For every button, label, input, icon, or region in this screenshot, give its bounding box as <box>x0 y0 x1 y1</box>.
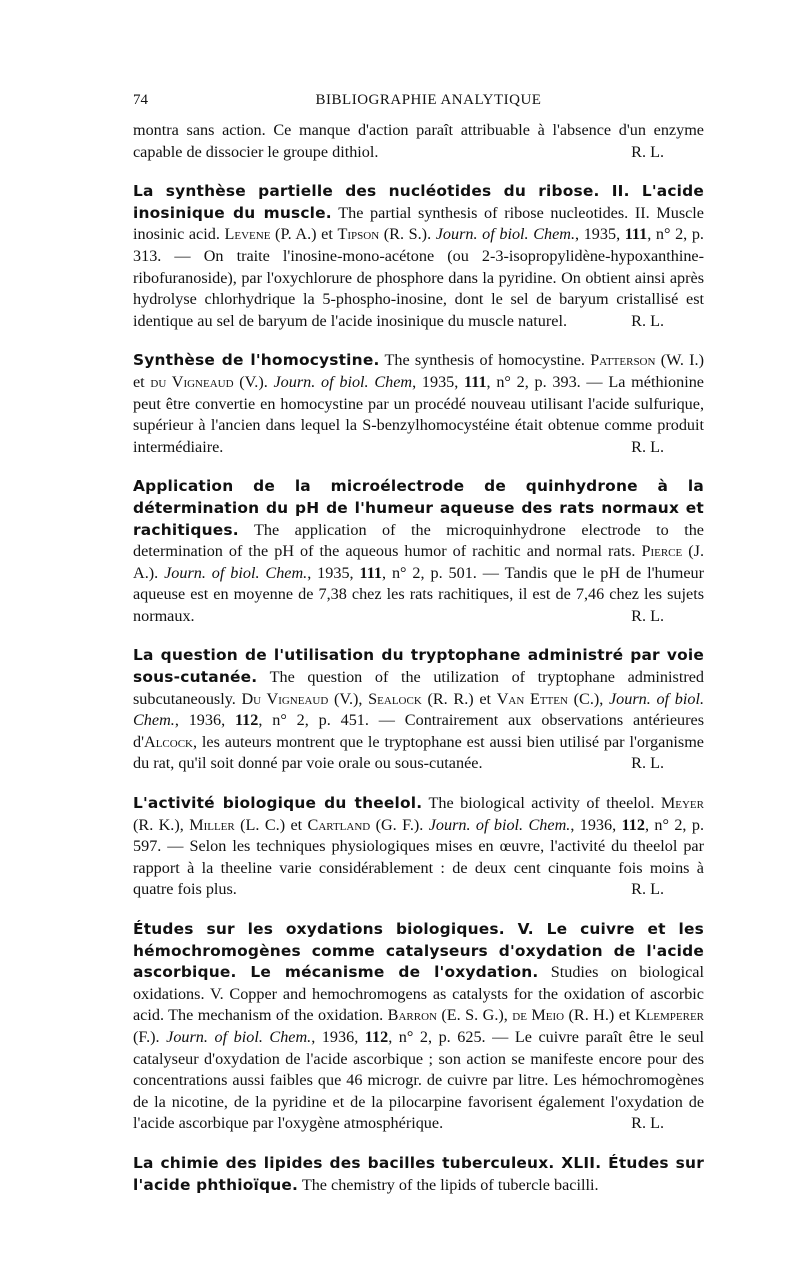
abstract-entry <box>133 645 704 775</box>
citation-volume: 111 <box>359 563 383 582</box>
abstract-body: Contrairement aux observations antérieures d' <box>133 711 705 751</box>
citation-year: , 1936, <box>311 1027 365 1046</box>
entry-title: La synthèse partielle des nucléotides du ribose. II. L'acide inosinique du muscle. <box>133 182 704 222</box>
citation-issue: , n° 2, p. 313. — <box>133 225 704 265</box>
citation-year: , 1936, <box>570 815 622 834</box>
citation-issue: , n° 2, p. 625. — <box>388 1027 515 1046</box>
author-initials: (F.). <box>133 1027 167 1046</box>
author-name: Cartland <box>307 815 371 834</box>
journal-name: Journ. of biol. Chem. <box>428 815 571 834</box>
entry-title: La question de l'utilisation du tryptophane administré par voie sous-cutanée. <box>133 646 704 687</box>
english-title: The synthesis of homocystine. <box>379 351 591 370</box>
author-name: Barron <box>387 1006 437 1025</box>
journal-name: Journ. of biol. Chem <box>273 372 413 391</box>
author-name: Van Etten <box>496 689 568 708</box>
abstract-entry <box>133 793 704 901</box>
english-title: The biological activity of theelol. <box>422 794 661 813</box>
author-initials: (C.), <box>567 689 609 708</box>
author-name: Du Vigneaud <box>241 689 329 708</box>
abstract-body: Selon les techniques physiologiques mises en œuvre, l'activité du theelol par rapport à la theeline varie considérablement : de deux cent cinquante fois moins à quatre fois plus. <box>133 837 705 899</box>
abstract-entry <box>133 181 704 332</box>
author-initials: (P. A.) et <box>270 225 338 244</box>
abstract-signature: R. L. <box>631 880 664 899</box>
cited-author: Alcock <box>144 732 193 751</box>
abstract-body: La méthionine peut être convertie en homocystine par un procédé nouveau utilisant l'acide sulfurique, supérieur à l'ancien dans lequel la S-benzylhomocystéine était obtenue comme produit intermédiaire. <box>133 372 704 456</box>
author-initials: (E. S. G.), <box>436 1006 513 1025</box>
english-title: The question of the utilization of tryptophane administred subcutaneously. <box>133 668 704 708</box>
abstract-entry <box>133 476 704 627</box>
author-initials: (W. I.) et <box>133 351 704 391</box>
abstract-signature: R. L. <box>631 606 664 625</box>
abstract-body: On traite l'inosine-mono-acétone (ou 2-3-isopropylidène-hypoxanthine-ribofuranoside), par l'oxychlorure de phosphore dans la pyridine. On obtient ainsi après hydrolyse chlorhydrique la 5-phospho-inosine, dont le sel de baryum cristallisé est identique au sel de baryum de l'acide inosinique du muscle naturel. <box>133 246 704 330</box>
abstract-body: Tandis que le pH de l'humeur aqueuse est en moyenne de 7,38 chez les rats rachitiques, il est de 7,46 chez les sujets normaux. <box>133 563 704 625</box>
author-name: Miller <box>189 815 235 834</box>
journal-name: Journ. of biol. Chem. <box>166 1027 312 1046</box>
author-initials: (J. A.). <box>133 542 704 582</box>
abstract-signature: R. L. <box>631 754 664 773</box>
abstract-signature: R. L. <box>631 1114 664 1133</box>
abstract-body: Le cuivre paraît être le seul catalyseur d'oxydation de l'acide ascorbique ; son action se manifeste encore pour des concentrations aussi faibles que 46 microgr. de cuivre par litre. Les hémochromogènes de la nicotine, de la pyridine et de la pilocarpine favorisent également l'oxydation de l'acide ascorbique par l'oxygène atmosphérique. <box>133 1027 704 1133</box>
author-name: Meyer <box>660 794 704 813</box>
citation-issue: , n° 2, p. 501. — <box>382 563 505 582</box>
journal-name: Journ. of biol. Chem. <box>164 563 308 582</box>
citation-year: , 1935, <box>575 225 625 244</box>
author-name: Patterson <box>590 351 656 370</box>
english-title: The application of the microquinhydrone electrode to the determination of the pH of the aqueous humor of rachitic and normal rats. <box>133 520 704 561</box>
author-name: Klemperer <box>634 1006 704 1025</box>
entry-title: Application de la microélectrode de quinhydrone à la détermination du pH de l'humeur aqueuse des rats normaux et rachitiques. <box>133 477 704 539</box>
journal-name: Journ. of biol. Chem. <box>435 225 576 244</box>
author-name: Sealock <box>368 689 422 708</box>
citation-volume: 112 <box>234 711 259 730</box>
journal-name: Journ. of biol. Chem. <box>133 689 705 730</box>
abstract-body: montra sans action. Ce manque d'action paraît attribuable à l'absence d'un enzyme capable de dissocier le groupe dithiol. <box>133 121 704 161</box>
abstract-signature: R. L. <box>631 437 664 456</box>
citation-volume: 112 <box>621 815 645 834</box>
citation-volume: 112 <box>364 1027 389 1046</box>
english-title: The partial synthesis of ribose nucleotides. II. Muscle inosinic acid. <box>133 203 704 244</box>
author-initials: (V.), <box>328 689 369 708</box>
citation-year: , 1935, <box>307 563 360 582</box>
citation-issue: , n° 2, p. 451. — <box>258 711 405 730</box>
author-name: Pierce <box>641 542 683 561</box>
abstract-entry <box>133 1153 704 1196</box>
abstract-continuation <box>133 120 704 163</box>
abstract-signature: R. L. <box>631 142 664 161</box>
citation-year: , 1935, <box>412 372 465 391</box>
author-initials: (G. F.). <box>370 815 429 834</box>
entry-title: L'activité biologique du theelol. <box>133 794 423 813</box>
citation-issue: , n° 2, p. 393. — <box>486 372 609 391</box>
running-header <box>133 92 704 114</box>
author-name: Tipson <box>337 225 380 244</box>
entry-title: Études sur les oxydations biologiques. V. Le cuivre et les hémochromogènes comme catalyseurs d'oxydation de l'acide ascorbique. Le mécanisme de l'oxydation. <box>133 920 704 982</box>
entry-title: Synthèse de l'homocystine. <box>133 351 380 370</box>
author-initials: (V.). <box>233 372 274 391</box>
english-title: Studies on biological oxidations. V. Copper and hemochromogens as catalysts for the oxidation of ascorbic acid. The mechanism of the oxidation. <box>133 963 704 1025</box>
abstract-entry <box>133 919 704 1135</box>
author-initials: (R. K.), <box>133 815 190 834</box>
entry-title: La chimie des lipides des bacilles tuberculeux. XLII. Études sur l'acide phthioïque. <box>133 1153 704 1194</box>
abstract-entry <box>133 350 704 458</box>
running-title: BIBLIOGRAPHIE ANALYTIQUE <box>315 92 542 108</box>
citation-issue: , n° 2, p. 597. — <box>133 815 705 856</box>
author-name: du Vigneaud <box>150 372 234 391</box>
author-initials: (R. R.) et <box>421 689 497 708</box>
author-initials: (R. H.) et <box>564 1006 635 1025</box>
author-name: de Meio <box>512 1006 565 1025</box>
english-title: The chemistry of the lipids of tubercle bacilli. <box>298 1175 599 1194</box>
author-initials: (L. C.) et <box>234 815 308 834</box>
citation-volume: 111 <box>624 225 648 244</box>
author-initials: (R. S.). <box>379 225 436 244</box>
citation-volume: 111 <box>464 372 487 391</box>
page-number: 74 <box>133 92 148 108</box>
abstract-signature: R. L. <box>631 311 664 330</box>
citation-year: , 1936, <box>174 711 235 730</box>
author-name: Levene <box>224 225 271 244</box>
abstract-body: , les auteurs montrent que le tryptophane est aussi bien utilisé par l'organisme du rat, qu'il soit donné par voie orale ou sous-cutanée. <box>133 732 704 773</box>
